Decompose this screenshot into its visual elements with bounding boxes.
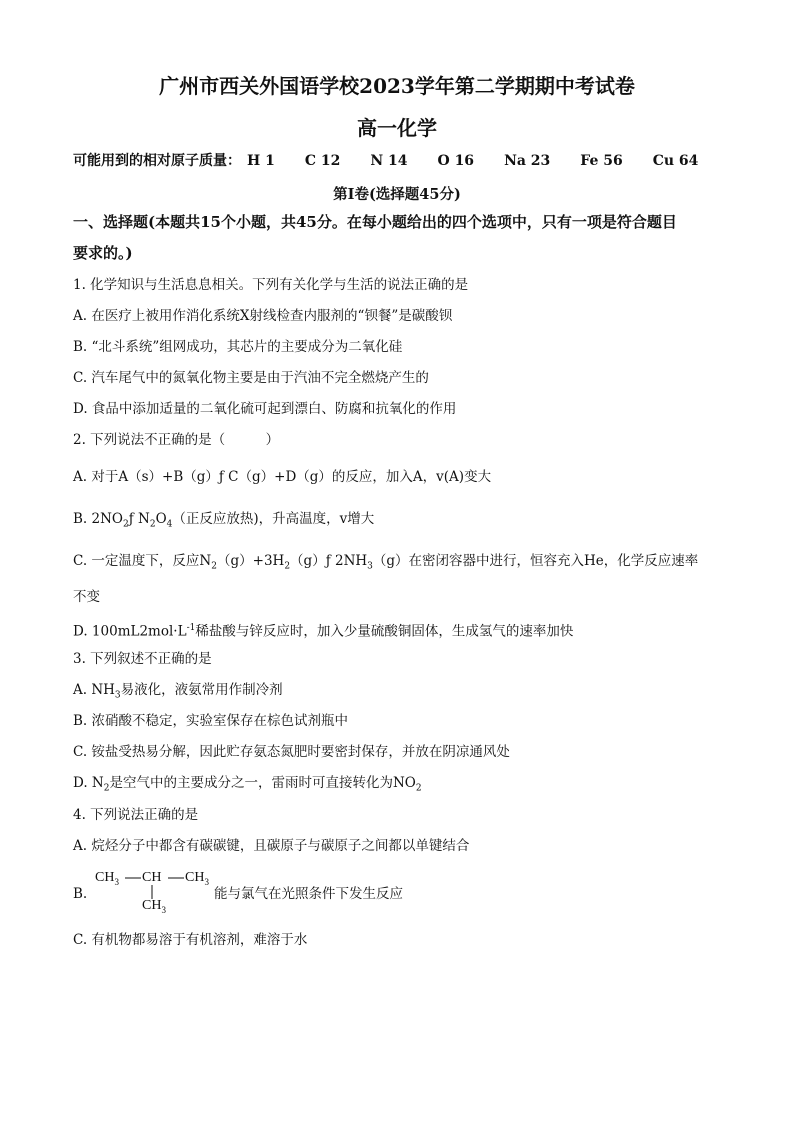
q1-option-d: D. 食品中添加适量的二氧化硫可起到漂白、防腐和抗氧化的作用 — [73, 401, 457, 417]
q4-option-c: C. 有机物都易溶于有机溶剂，难溶于水 — [73, 932, 308, 948]
methyl-right — [185, 870, 209, 887]
q2b-sub-3: 4 — [166, 519, 173, 530]
masses-lead: 可能用到的相对原子质量： — [73, 153, 241, 169]
mass-cu: Cu 64 — [652, 153, 699, 169]
q1-option-b: B. “北斗系统”组网成功，其芯片的主要成分为二氧化硅 — [73, 339, 403, 355]
q3d-text-1: D. N — [73, 775, 104, 791]
section-title: 第Ⅰ卷(选择题45分) — [333, 186, 461, 203]
q2b-sub-1: 2 — [122, 519, 129, 530]
section-instructions-cont: 要求的。) — [73, 244, 133, 262]
q4-stem: 4. 下列说法正确的是 — [73, 807, 199, 823]
q2-stem: 2. 下列说法不正确的是（ ） — [73, 432, 280, 448]
atomic-masses — [73, 150, 728, 170]
q2-option-a: A. 对于A（s）+B（g）ƒ C（g）+D（g）的反应，加入A，v(A)变大 — [73, 469, 492, 485]
q3-option-c: C. 铵盐受热易分解，因此贮存氨态氮肥时要密封保存，并放在阴凉通风处 — [73, 744, 510, 760]
q1-option-c: C. 汽车尾气中的氮氧化物主要是由于汽油不完全燃烧产生的 — [73, 370, 429, 386]
q2c-sub-2: 2 — [284, 561, 291, 572]
q2c-text-2: （g）+3H — [216, 553, 285, 569]
q2c-sub-1: 2 — [211, 561, 217, 572]
exam-title: 广州市西关外国语学校2023学年第二学期期中考试卷 — [159, 74, 635, 98]
methyl-left — [95, 870, 119, 887]
q3-stem: 3. 下列叙述不正确的是 — [73, 651, 212, 667]
q3a-text-2: 易液化，液氨常用作制冷剂 — [120, 682, 283, 698]
q2b-text-4: （正反应放热)，升高温度，v增大 — [172, 511, 375, 527]
methyl-right-sub: 3 — [204, 876, 209, 887]
mass-c: C 12 — [304, 153, 341, 169]
subject-title: 高一化学 — [357, 116, 437, 140]
q2-option-c-cont: 不变 — [73, 589, 100, 605]
methyl-right-text: CH — [185, 870, 205, 885]
q2b-sub-2: 2 — [149, 519, 156, 530]
q4-option-b-text: 能与氯气在光照条件下发生反应 — [214, 886, 403, 902]
q2c-text-3: （g）ƒ 2NH — [290, 553, 368, 569]
q3d-text-2: 是空气中的主要成分之一，雷雨时可直接转化为NO — [109, 775, 416, 791]
mass-na: Na 23 — [504, 153, 551, 169]
q4-option-a: A. 烷烃分子中都含有碳碳键，且碳原子与碳原子之间都以单键结合 — [73, 838, 470, 854]
methyl-bottom — [142, 898, 166, 915]
mass-n: N 14 — [370, 153, 408, 169]
q2c-text-1: C. 一定温度下，反应N — [73, 553, 212, 569]
q3-option-a — [73, 681, 283, 705]
isobutane-structural-formula — [95, 868, 215, 918]
q2d-text-2: 稀盐酸与锌反应时，加入少量硫酸铜固体，生成氢气的速率加快 — [195, 623, 574, 640]
q3d-sub-2: 2 — [415, 783, 422, 794]
q2c-sub-3: 3 — [367, 561, 373, 572]
q1-option-a: A. 在医疗上被用作消化系统X射线检查内服剂的“钡餐”是碳酸钡 — [73, 308, 453, 324]
mass-o: O 16 — [437, 153, 475, 169]
q3-option-d — [73, 774, 422, 798]
section-instructions: 一、选择题(本题共15个小题，共45分。在每小题给出的四个选项中，只有一项是符合题目 — [73, 213, 677, 231]
methyl-bottom-text: CH — [142, 898, 162, 913]
mass-h: H 1 — [247, 153, 275, 169]
q3-option-b: B. 浓硝酸不稳定，实验室保存在棕色试剂瓶中 — [73, 713, 349, 729]
q2d-sup: -1 — [186, 623, 196, 633]
q2c-text-4: （g）在密闭容器中进行，恒容充入He，化学反应速率 — [372, 553, 699, 569]
q3a-text-1: A. NH — [73, 682, 115, 698]
q3a-sub: 3 — [114, 690, 121, 701]
methyl-left-text: CH — [95, 870, 115, 885]
methyl-left-sub: 3 — [114, 876, 119, 887]
q2-option-b — [73, 510, 374, 534]
q2-option-c — [73, 552, 698, 576]
mass-fe: Fe 56 — [580, 153, 623, 169]
q2-option-d — [73, 619, 573, 641]
methyl-bottom-sub: 3 — [161, 904, 166, 915]
q2b-text-3: O — [155, 511, 167, 527]
methine-center: CH — [142, 870, 162, 885]
q2b-text-1: B. 2NO — [73, 511, 123, 527]
q2b-text-2: ƒ N — [128, 511, 150, 527]
q3d-sub-1: 2 — [103, 783, 110, 794]
q1-stem: 1. 化学知识与生活息息相关。下列有关化学与生活的说法正确的是 — [73, 277, 469, 293]
q4-option-b-label: B. — [73, 886, 88, 902]
q2d-text-1: D. 100mL2mol·L — [73, 623, 187, 640]
